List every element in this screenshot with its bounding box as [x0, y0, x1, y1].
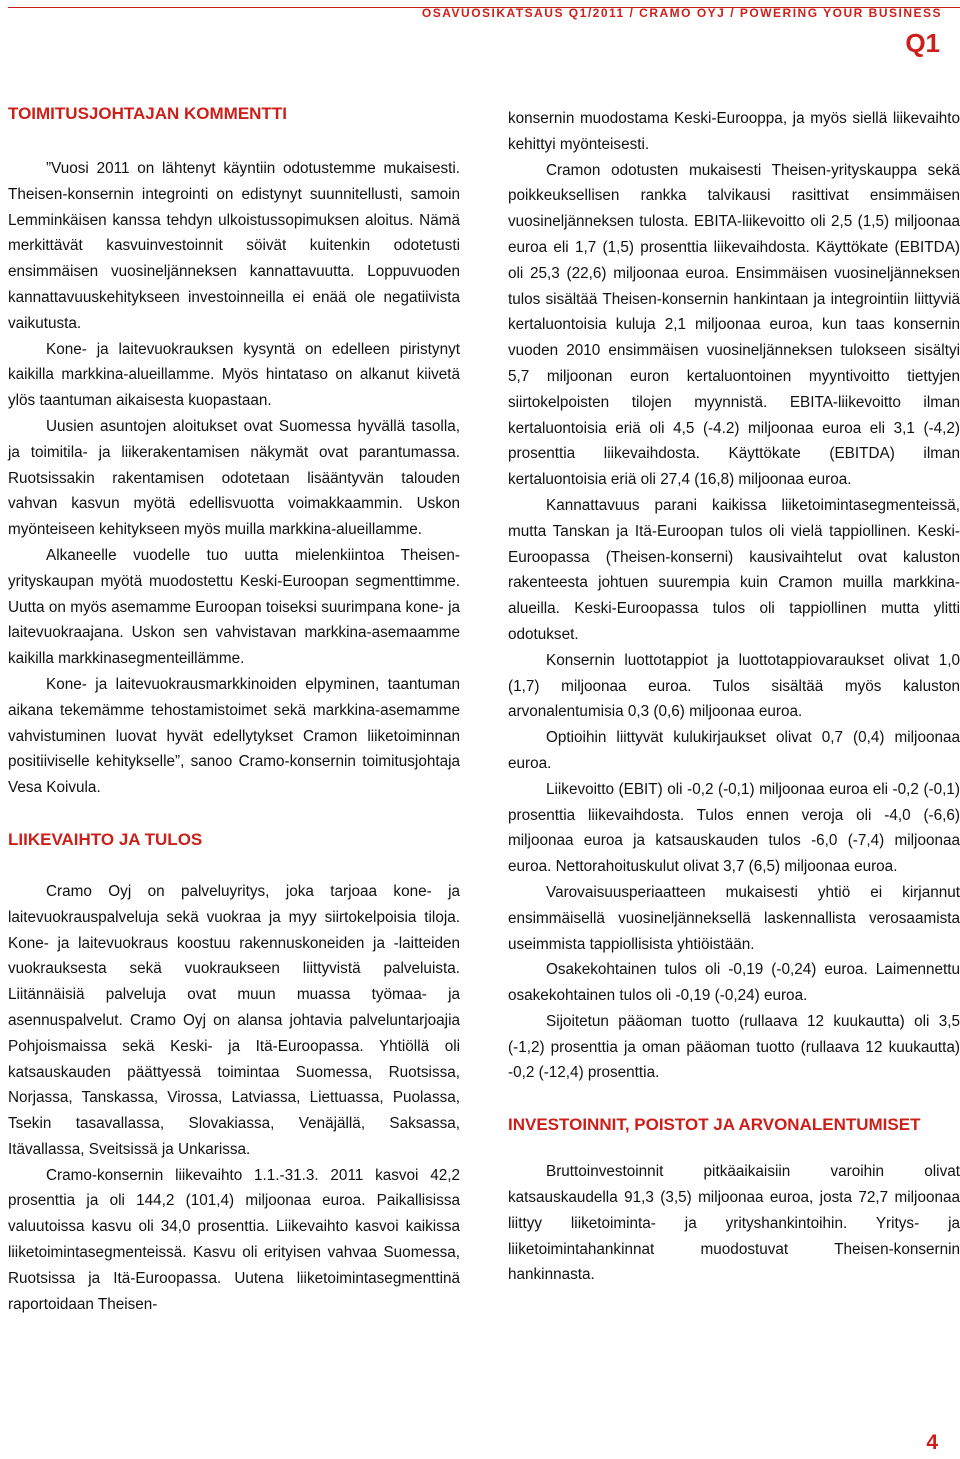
section-heading-revenue-result: LIIKEVAIHTO JA TULOS	[8, 829, 203, 849]
paragraph: Varovaisuusperiaatteen mukaisesti yhtiö ei kirjannut ensimmäisellä vuosineljänneksellä laskennallista verosaamista useimmista tappiollisista yhtiöistään.	[508, 883, 960, 953]
paragraph: Kone- ja laitevuokrausmarkkinoiden elpyminen, taantuman aikana tekemämme tehostamistoimet sekä markkina-asemamme vahvistuminen luovat hyvät edellytykset Cramon liiketoiminnan positiiviselle kehitykselle”, sanoo Cramo-konsernin toimitusjohtaja Vesa Koivula.	[8, 675, 460, 797]
paragraph: Cramon odotusten mukaisesti Theisen-yrityskauppa sekä poikkeuksellisen rankka talvikausi rasittivat ensimmäisen vuosineljänneksen tulosta. EBITA-liikevoitto oli 2,5 (1,5) miljoonaa euroa eli 1,7 (1,5) prosenttia liikevaihdosta. Käyttökate (EBITDA) oli 25,3 (22,6) miljoonaa euroa. Ensimmäisen vuosineljänneksen tulos sisältää Theisen-konsernin hankintaan ja integrointiin liittyviä kertaluontoisia kuluja 2,1 miljoonaa euroa, kun taas konsernin vuoden 2010 ensimmäisen vuosineljänneksen tulokseen sisältyi 5,7 miljoonan euron kertaluontoinen myyntivoitto tiettyjen siirtokelpoisten tilojen myynnistä. EBITA-liikevoitto ilman kertaluontoisia eriä oli 4,5 (-4.2) miljoonaa euroa eli 3,1 (-4,2) prosenttia liikevaihdosta. Käyttökate (EBITDA) ilman kertaluontoisia eriä oli 27,4 (16,8) miljoonaa euroa.	[508, 161, 960, 489]
running-head: OSAVUOSIKATSAUS Q1/2011 / CRAMO OYJ / POWERING YOUR BUSINESS	[421, 6, 942, 20]
paragraph: Cramo Oyj on palveluyritys, joka tarjoaa kone- ja laitevuokrauspalveluja sekä vuokraa ja myy siirtokelpoisia tiloja. Kone- ja laitevuokraus koostuu rakennuskoneiden ja -laitteiden vuokrauksesta sekä vuokraukseen liittyvistä palveluista. Liitännäisiä palveluja ovat muun muassa työmaa- ja asennuspalvelut. Cramo Oyj on alansa johtavia palveluntarjoajia Pohjoismaissa sekä Keski- ja Itä-Euroopassa. Yhtiöllä oli katsauskauden päättyessä toimintaa Suomessa, Ruotsissa, Norjassa, Tanskassa, Virossa, Latviassa, Liettuassa, Puolassa, Tsekin tasavallassa, Slovakiassa, Venäjällä, Saksassa, Itävallassa, Sveitsissä ja Unkarissa.	[8, 882, 460, 1158]
paragraph: Uusien asuntojen aloitukset ovat Suomessa hyvällä tasolla, ja toimitila- ja liikerakentamisen näkymät ovat parantumassa. Ruotsissakin rakentamisen odotetaan lisääntyvän talouden vahvan kasvun myötä edellisvuotta voimakkaammin. Uskon myönteiseen kehitykseen myös muilla markkina-alueillamme.	[8, 417, 460, 539]
paragraph: Osakekohtainen tulos oli -0,19 (-0,24) euroa. Laimennettu osakekohtainen tulos oli -0,19 (-0,24) euroa.	[508, 961, 960, 1005]
paragraph: Optioihin liittyvät kulukirjaukset olivat 0,7 (0,4) miljoonaa euroa.	[508, 729, 960, 772]
paragraph: Bruttoinvestoinnit pitkäaikaisiin varoihin olivat katsauskaudella 91,3 (3,5) miljoonaa euroa, josta 72,7 miljoonaa liittyy liiketoiminta- ja yrityshankintoihin. Yritys- ja liiketoimintahankinnat muodostuvat Theisen-konsernin hankinnasta.	[508, 1163, 960, 1284]
paragraph: konsernin muodostama Keski-Eurooppa, ja myös siellä liikevaihto kehittyi myönteisesti.	[508, 110, 960, 153]
right-column	[508, 0, 960, 1288]
paragraph: Cramo-konsernin liikevaihto 1.1.-31.3. 2011 kasvoi 42,2 prosenttia ja oli 144,2 (101,4) miljoonaa euroa. Paikallisissa valuutoissa kasvu oli 34,0 prosenttia. Liikevaihto kasvoi kaikissa liiketoimintasegmenteissä. Kasvu oli erityisen vahvaa Suomessa, Ruotsissa ja Itä-Euroopassa. Uutena liiketoimintasegmenttinä raportoidaan Theisen-	[8, 1166, 460, 1313]
paragraph: Kannattavuus parani kaikissa liiketoimintasegmenteissä, mutta Tanskan ja Itä-Euroopan tulos oli vielä tappiollinen. Keski-Euroopassa (Theisen-konserni) kausivaihtelut ovat kaluston rakenteesta johtuen suurempia kuin Cramon muilla markkina-alueilla. Keski-Euroopassa tulos oli tappiollinen mutta ylitti odotukset.	[508, 496, 960, 643]
paragraph: ”Vuosi 2011 on lähtenyt käyntiin odotustemme mukaisesti. Theisen-konsernin integrointi on edistynyt suunnitellusti, samoin Lemminkäisen kanssa tehdyn ulkoistussopimuksen aloitus. Nämä merkittävät kasvuinvestoinnit söivät kuitenkin odotetusti ensimmäisen vuosineljänneksen kannattavuutta. Loppuvuoden kannattavuuskehitykseen investoinneilla ei enää ole negatiivista vaikutusta.	[8, 160, 460, 332]
paragraph: Kone- ja laitevuokrauksen kysyntä on edelleen piristynyt kaikilla markkina-alueillamme. Myös hintataso on alkanut kiivetä ylös taantuman aikaisesta kuopastaan.	[8, 340, 460, 410]
section-heading-ceo-comment: TOIMITUSJOHTAJAN KOMMENTTI	[8, 104, 287, 123]
paragraph: Alkaneelle vuodelle tuo uutta mielenkiintoa Theisen-yrityskaupan myötä muodostettu Keski-Euroopan segmenttimme. Uutta on myös asemamme Euroopan toiseksi suurimpana kone- ja laitevuokraajana. Uskon sen vahvistavan markkina-asemaamme kaikilla markkinasegmenteillämme.	[8, 546, 460, 668]
paragraph: Konsernin luottotappiot ja luottotappiovaraukset olivat 1,0 (1,7) miljoonaa euroa. Tulos sisältää myös kaluston arvonalentumisia 0,3 (0,6) miljoonaa euroa.	[508, 651, 960, 721]
page-number: 4	[926, 1431, 938, 1454]
paragraph: Liikevoitto (EBIT) oli -0,2 (-0,1) miljoonaa euroa eli -0,2 (-0,1) prosenttia liikevaihdosta. Tulos ennen veroja oli -4,0 (-6,6) miljoonaa euroa ja katsauskauden tulos -6,0 (-7,4) miljoonaa euroa. Nettorahoituskulut olivat 3,7 (6,5) miljoonaa euroa.	[508, 780, 960, 876]
section-heading-investments: INVESTOINNIT, POISTOT JA ARVONALENTUMISET	[508, 1115, 921, 1135]
page-label: Q1	[905, 28, 940, 58]
paragraph: Sijoitetun pääoman tuotto (rullaava 12 kuukautta) oli 3,5 (-1,2) prosenttia ja oman pääoman tuotto (rullaava 12 kuukautta) -0,2 (-12,4) prosenttia.	[508, 1012, 960, 1082]
left-column	[8, 0, 460, 1317]
